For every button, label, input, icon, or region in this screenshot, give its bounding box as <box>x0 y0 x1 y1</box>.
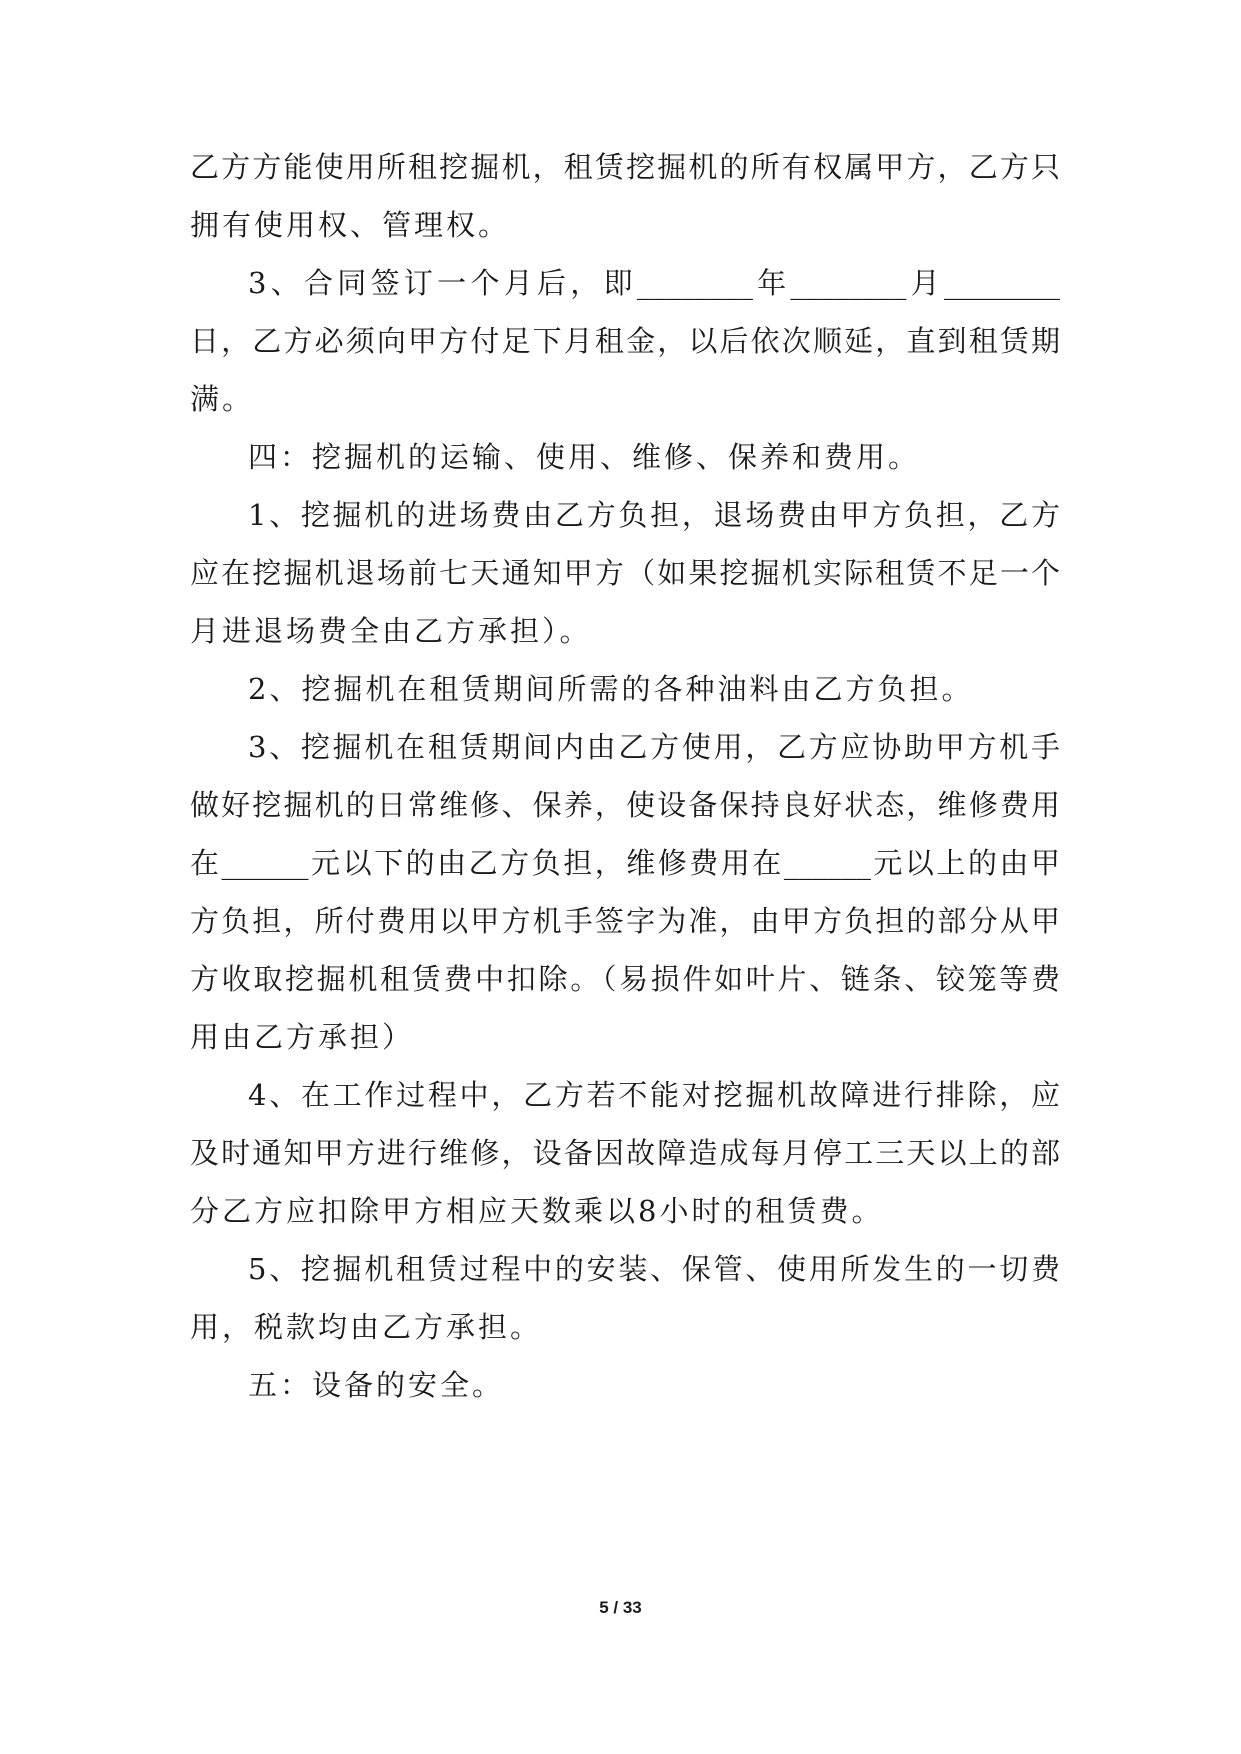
section-heading: 五：设备的安全。 <box>248 1368 505 1402</box>
text-line: 日，乙方必须向甲方付足下月租金，以后依次顺延，直到租赁期 <box>190 324 1060 358</box>
text-line: 满。 <box>190 382 255 416</box>
text-line: 4、在工作过程中，乙方若不能对挖掘机故障进行排除，应 <box>248 1078 1060 1112</box>
text-line: 分乙方应扣除甲方相应天数乘以8小时的租赁费。 <box>190 1194 884 1228</box>
text-line: 拥有使用权、管理权。 <box>190 208 511 242</box>
text-line: 2、挖掘机在租赁期间所需的各种油料由乙方负担。 <box>248 672 974 706</box>
text-line: 用，税款均由乙方承担。 <box>190 1310 543 1344</box>
page-number: 5 / 33 <box>599 1598 642 1617</box>
text-line: 3、挖掘机在租赁期间内由乙方使用，乙方应协助甲方机手 <box>248 730 1060 764</box>
section-heading: 四：挖掘机的运输、使用、维修、保养和费用。 <box>248 440 921 474</box>
text-line: 在______元以下的由乙方负担，维修费用在______元以上的由甲 <box>190 846 1060 880</box>
text-line: 1、挖掘机的进场费由乙方负担，退场费由甲方负担，乙方 <box>248 498 1060 532</box>
text-line: 乙方方能使用所租挖掘机，租赁挖掘机的所有权属甲方，乙方只 <box>190 150 1060 184</box>
text-line: 月进退场费全由乙方承担）。 <box>190 614 592 648</box>
text-line: 及时通知甲方进行维修，设备因故障造成每月停工三天以上的部 <box>190 1136 1060 1170</box>
text-line: 做好挖掘机的日常维修、保养，使设备保持良好状态，维修费用 <box>190 788 1060 822</box>
text-line: 用由乙方承担） <box>190 1020 415 1054</box>
text-line: 方负担，所付费用以甲方机手签字为准，由甲方负担的部分从甲 <box>190 904 1060 938</box>
text-line: 5、挖掘机租赁过程中的安装、保管、使用所发生的一切费 <box>248 1252 1060 1286</box>
text-line: 方收取挖掘机租赁费中扣除。（易损件如叶片、链条、铰笼等费 <box>190 962 1060 996</box>
text-line: 应在挖掘机退场前七天通知甲方（如果挖掘机实际租赁不足一个 <box>190 556 1060 590</box>
text-line: 3、合同签订一个月后，即________年________月________ <box>248 266 1060 300</box>
